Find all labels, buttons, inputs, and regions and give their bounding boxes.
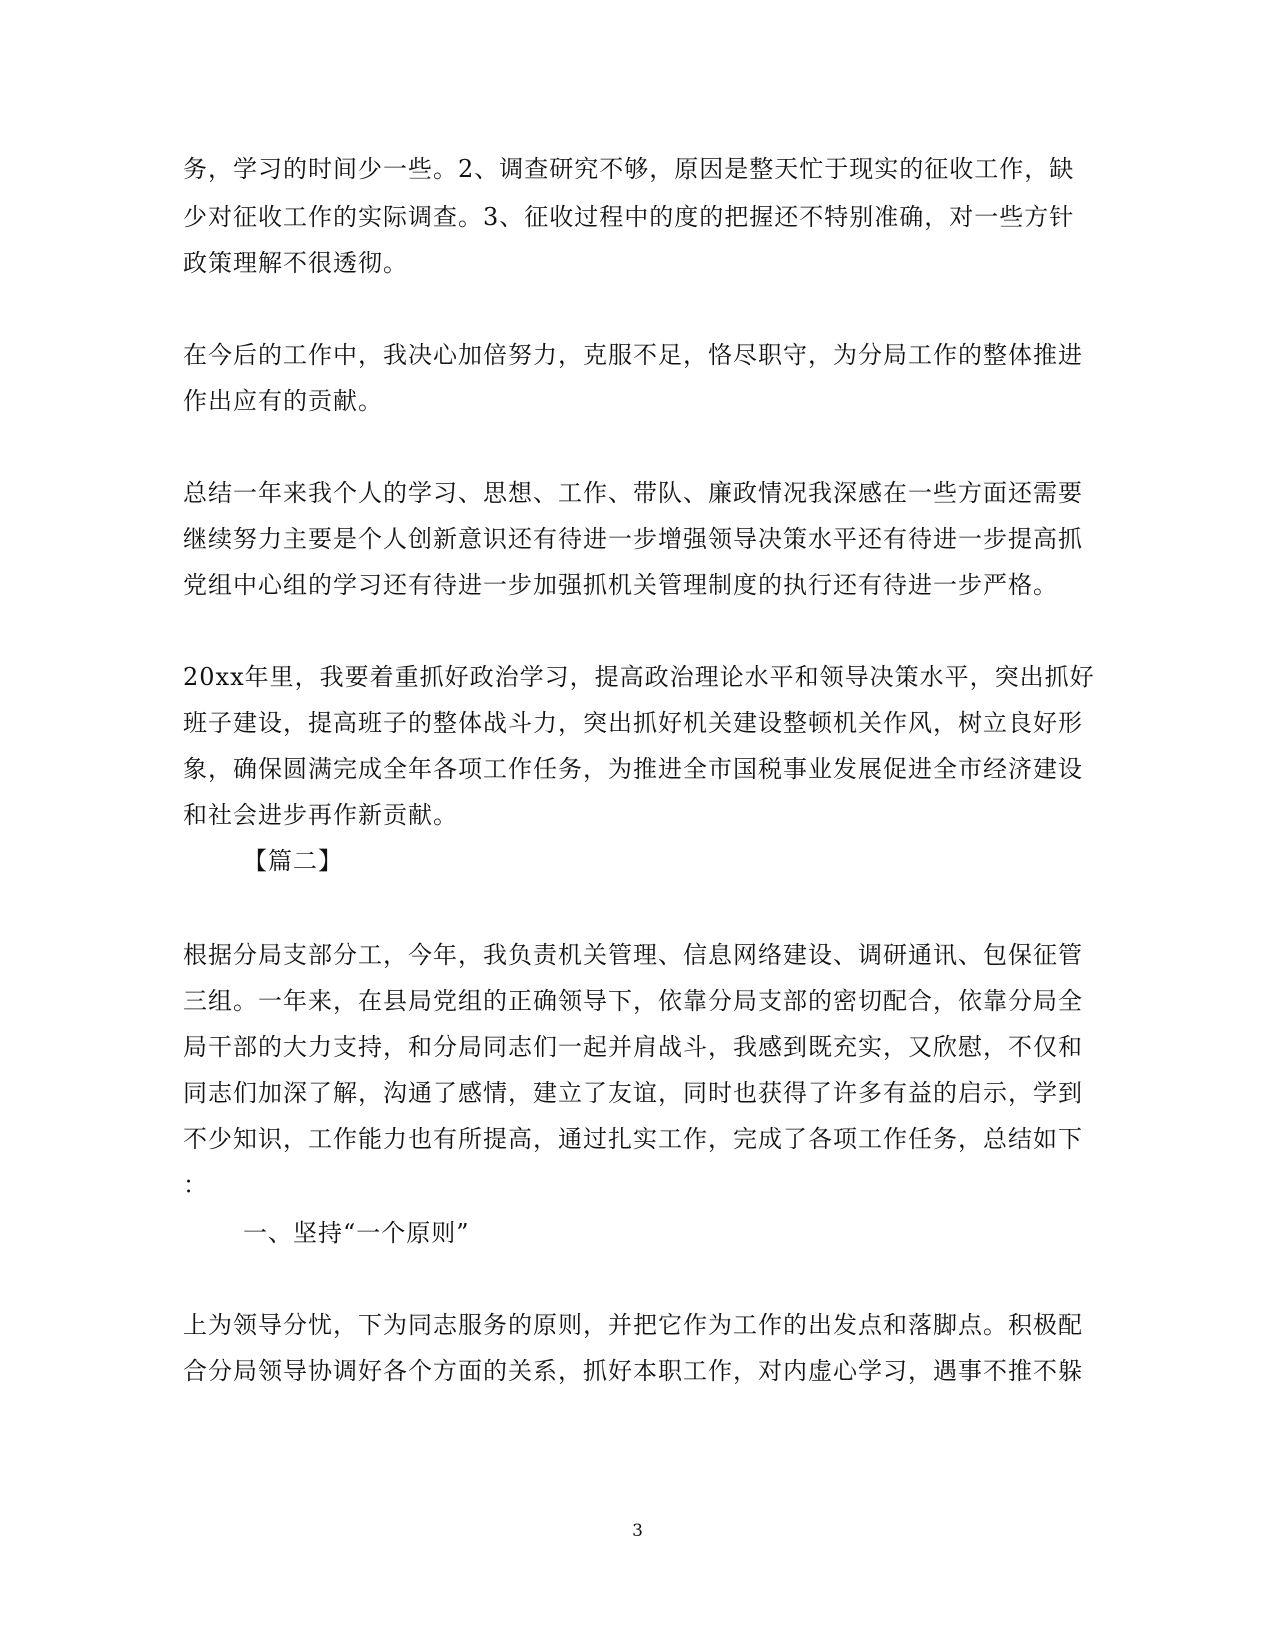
text-line: 作出应有的贡献。 (183, 387, 383, 415)
text-line: ： (183, 1171, 208, 1199)
text-line: 三组。一年来，在县局党组的正确领导下，依靠分局支部的密切配合，依靠分局全 (183, 987, 1083, 1015)
text-line: 继续努力主要是个人创新意识还有待进一步增强领导决策水平还有待进一步提高抓 (183, 525, 1083, 553)
text-line: 政策理解不很透彻。 (183, 249, 408, 277)
subheading: 一、坚持“一个原则” (243, 1219, 470, 1247)
text-line: 少对征收工作的实际调查。3、征收过程中的度的把握还不特别准确，对一些方针 (183, 203, 1075, 231)
text-line: 上为领导分忧，下为同志服务的原则，并把它作为工作的出发点和落脚点。积极配 (183, 1311, 1083, 1339)
text-line: 务，学习的时间少一些。2、调查研究不够，原因是整天忙于现实的征收工作，缺 (183, 155, 1075, 183)
text-line: 不少知识，工作能力也有所提高，通过扎实工作，完成了各项工作任务，总结如下 (183, 1125, 1083, 1153)
text-line: 局干部的大力支持，和分局同志们一起并肩战斗，我感到既充实，又欣慰，不仅和 (183, 1033, 1083, 1061)
text-line: 班子建设，提高班子的整体战斗力，突出抓好机关建设整顿机关作风，树立良好形 (183, 709, 1083, 737)
text-line: 同志们加深了解，沟通了感情，建立了友谊，同时也获得了许多有益的启示，学到 (183, 1079, 1083, 1107)
section-heading: 【篇二】 (243, 847, 343, 875)
page-number: 3 (632, 1521, 643, 1541)
text-line: 象，确保圆满完成全年各项工作任务，为推进全市国税事业发展促进全市经济建设 (183, 755, 1083, 783)
text-line: 总结一年来我个人的学习、思想、工作、带队、廉政情况我深感在一些方面还需要 (183, 479, 1083, 507)
text-line: 根据分局支部分工，今年，我负责机关管理、信息网络建设、调研通讯、包保征管 (183, 941, 1083, 969)
text-line: 党组中心组的学习还有待进一步加强抓机关管理制度的执行还有待进一步严格。 (183, 571, 1058, 599)
text-line: 在今后的工作中，我决心加倍努力，克服不足，恪尽职守，为分局工作的整体推进 (183, 341, 1083, 369)
text-line: 合分局领导协调好各个方面的关系，抓好本职工作，对内虚心学习，遇事不推不躲 (183, 1357, 1083, 1385)
text-line: 和社会进步再作新贡献。 (183, 801, 458, 829)
text-line: 20xx年里，我要着重抓好政治学习，提高政治理论水平和领导决策水平，突出抓好 (183, 663, 1095, 691)
